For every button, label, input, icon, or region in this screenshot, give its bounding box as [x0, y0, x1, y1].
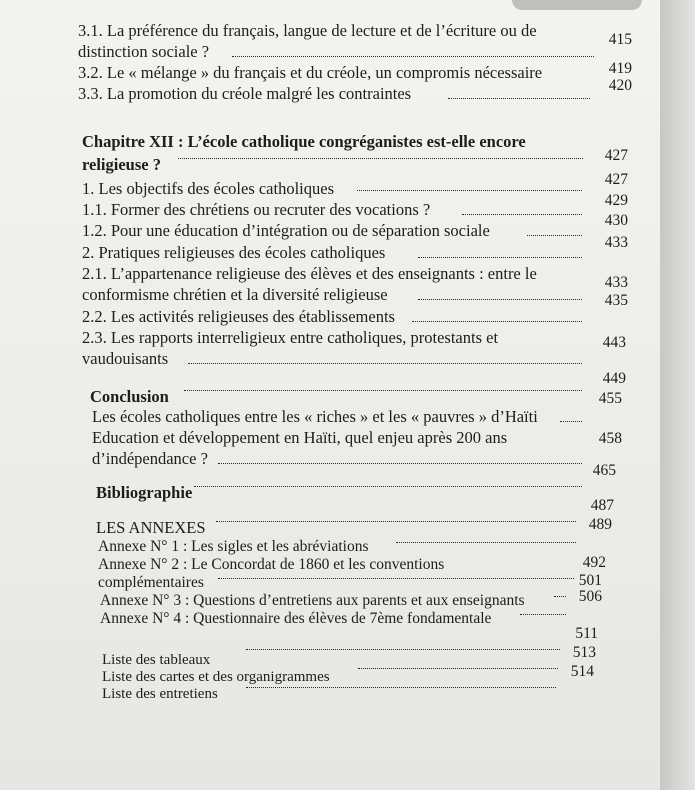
toc-entry-text: conformisme chrétien et la diversité religieuse	[82, 285, 388, 304]
dot-leader	[232, 56, 594, 57]
toc-entry-text: 1.1. Former des chrétiens ou recruter des vocations ?	[82, 200, 431, 219]
dot-leader	[396, 542, 576, 543]
dot-leader	[218, 463, 582, 464]
dot-leader	[218, 578, 574, 579]
toc-entry-page: 430	[604, 212, 628, 229]
section-title: Bibliographie	[96, 483, 193, 502]
toc-entry-page: 435	[604, 292, 628, 309]
dot-leader	[194, 486, 582, 487]
toc-entry-text: vaudouisants	[82, 349, 169, 368]
toc-entry-text: complémentaires	[98, 574, 204, 591]
toc-entry-page: 420	[608, 77, 632, 94]
toc-entry-text: 3.1. La préférence du français, langue de lecture et de l’écriture ou de	[78, 21, 537, 40]
chapter-title: Chapitre XII : L’école catholique congréganistes est-elle encore	[82, 132, 526, 151]
toc-entry-page: 427	[604, 147, 628, 164]
toc-entry-page: 506	[578, 588, 602, 605]
toc-entry-page: 455	[598, 390, 622, 407]
toc-entry-page: 429	[604, 192, 628, 209]
toc-entry-text: Liste des entretiens	[102, 686, 218, 702]
toc-entry-text: d’indépendance ?	[92, 449, 208, 468]
dot-leader	[520, 614, 566, 615]
toc-entry-text: Liste des tableaux	[102, 652, 211, 668]
toc-entry-page: 501	[578, 572, 602, 589]
toc-entry-text: 2.2. Les activités religieuses des établissements	[82, 307, 395, 326]
toc-entry-page: 415	[608, 31, 632, 48]
toc-entry-text: 3.2. Le « mélange » du français et du créole, un compromis nécessaire	[78, 63, 543, 82]
toc-entry-text: Annexe N° 4 : Questionnaire des élèves de 7ème fondamentale	[100, 610, 492, 627]
dot-leader	[246, 649, 560, 650]
dot-leader	[462, 214, 582, 215]
dot-leader	[246, 687, 556, 688]
toc-entry-page: 433	[604, 234, 628, 251]
dot-leader	[418, 257, 582, 258]
toc-entry-text: Annexe N° 3 : Questions d’entretiens aux parents et aux enseignants	[100, 592, 525, 609]
toc-entry-text: 2. Pratiques religieuses des écoles catholiques	[82, 243, 386, 262]
dot-leader	[357, 190, 582, 191]
toc-entry-page: 487	[590, 497, 614, 514]
toc-entry-page: 489	[588, 516, 612, 533]
page-edge	[660, 0, 695, 790]
toc-entry-text: Annexe N° 2 : Le Concordat de 1860 et les conventions	[98, 556, 445, 573]
toc-entry-page: 419	[608, 60, 632, 77]
section-title: Conclusion	[90, 387, 169, 406]
toc-entry-text: 1. Les objectifs des écoles catholiques	[82, 179, 335, 198]
toc-entry-page: 465	[592, 462, 616, 479]
toc-entry-text: Education et développement en Haïti, quel enjeu après 200 ans	[92, 428, 508, 447]
toc-entry-text: distinction sociale ?	[78, 42, 210, 61]
toc-entry-text: 2.1. L’appartenance religieuse des élèves et des enseignants : entre le	[82, 264, 537, 283]
dot-leader	[178, 158, 583, 159]
toc-entry-page: 443	[602, 334, 626, 351]
dot-leader	[412, 321, 582, 322]
dot-leader	[358, 668, 558, 669]
dot-leader	[188, 363, 582, 364]
dot-leader	[527, 235, 582, 236]
dot-leader	[448, 98, 590, 99]
toc-entry-page: 458	[598, 430, 622, 447]
chapter-title: religieuse ?	[82, 155, 161, 174]
toc-entry-page: 492	[582, 554, 606, 571]
toc-entry-text: 2.3. Les rapports interreligieux entre catholiques, protestants et	[82, 328, 499, 347]
section-title: LES ANNEXES	[96, 518, 206, 537]
dot-leader	[216, 521, 576, 522]
toc-entry-page: 513	[572, 644, 596, 661]
toc-entry-page: 511	[575, 625, 598, 642]
dot-leader	[418, 299, 582, 300]
toc-entry-page: 427	[604, 171, 628, 188]
toc-entry-text: Liste des cartes et des organigrammes	[102, 669, 330, 685]
toc-entry-page: 449	[602, 370, 626, 387]
toc-entry-text: 3.3. La promotion du créole malgré les contraintes	[78, 84, 412, 103]
toc-entry-text: Annexe N° 1 : Les sigles et les abréviations	[98, 538, 369, 555]
dot-leader	[184, 390, 582, 391]
toc-entry-text: Les écoles catholiques entre les « riches » et les « pauvres » d’Haïti	[92, 407, 538, 426]
toc-entry-text: 1.2. Pour une éducation d’intégration ou de séparation sociale	[82, 221, 490, 240]
toc-entry-page: 433	[604, 274, 628, 291]
dot-leader	[560, 421, 582, 422]
toc-entry-page: 514	[570, 663, 594, 680]
